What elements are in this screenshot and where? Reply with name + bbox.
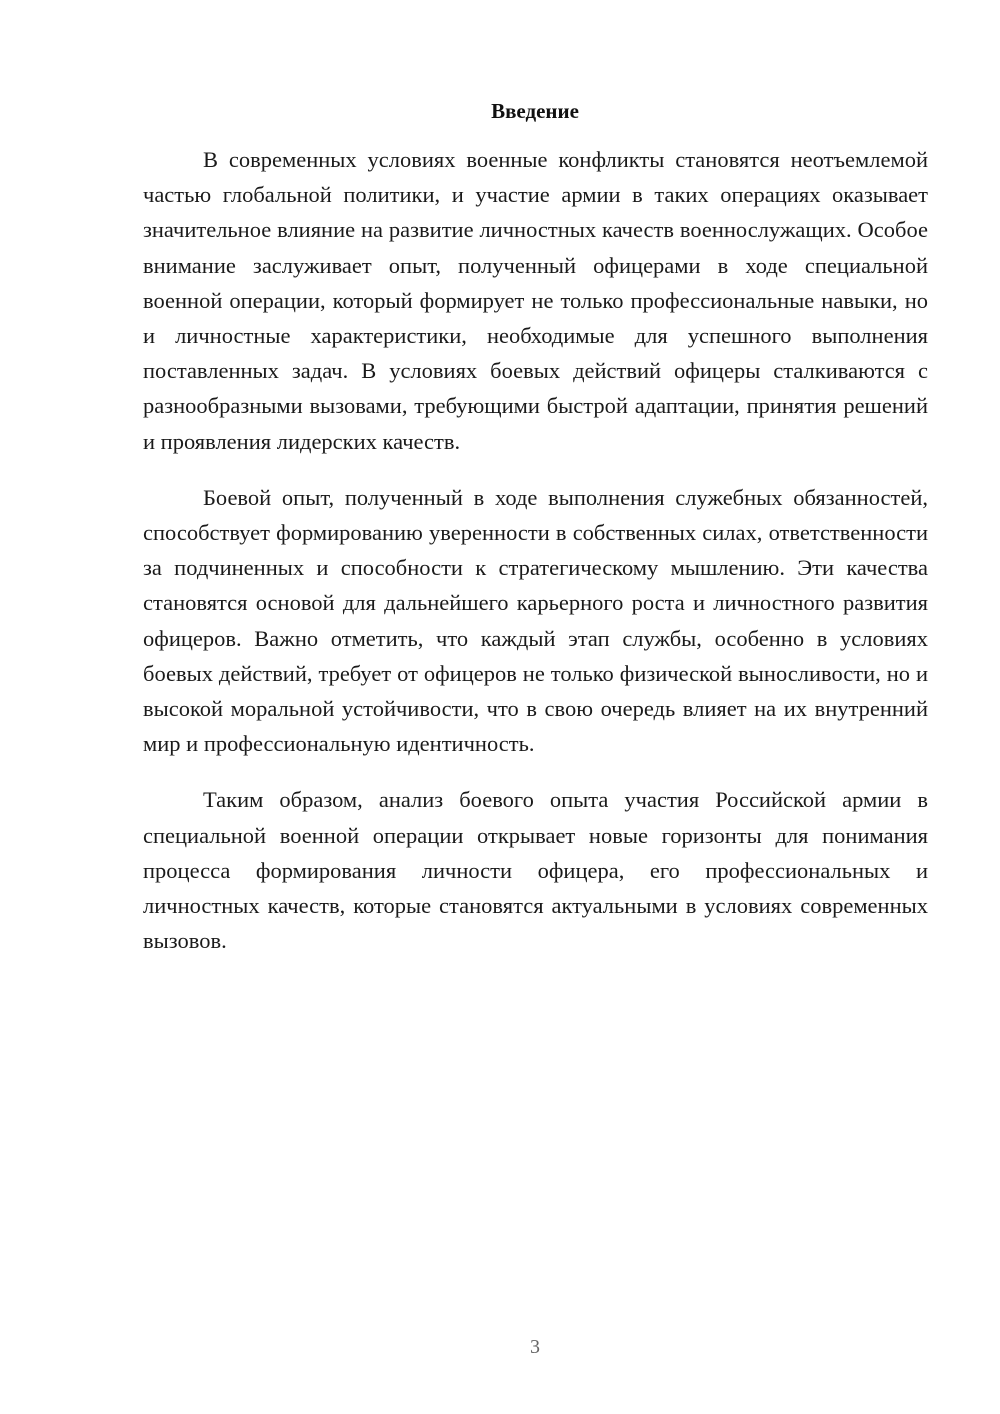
paragraph-3: Таким образом, анализ боевого опыта участия Российской армии в специальной военной операции открывает новые горизонты для понимания процесса формирования личности офицера, его профессиональных и личностных качеств, которые становятся актуальными в условиях современных вызовов. (143, 787, 928, 954)
page-number: 3 (530, 1336, 540, 1358)
paragraph-1: В современных условиях военные конфликты становятся неотъемлемой частью глобальной политики, и участие армии в таких операциях оказывает значительное влияние на развитие личностных качеств военнослужащих. Особое внимание заслуживает опыт, полученный офицерами в ходе специальной военной операции, который формирует не только профессиональные навыки, но и личностные характеристики, необходимые для успешного выполнения поставленных задач. В условиях боевых действий офицеры сталкиваются с разнообразными вызовами, требующими быстрой адаптации, принятия решений и проявления лидерских качеств. (143, 147, 928, 454)
body-text (143, 142, 928, 958)
paragraph-2: Боевой опыт, полученный в ходе выполнения служебных обязанностей, способствует формированию уверенности в собственных силах, ответственности за подчиненных и способности к стратегическому мышлению. Эти качества становятся основой для дальнейшего карьерного роста и личностного развития офицеров. Важно отметить, что каждый этап службы, особенно в условиях боевых действий, требует от офицеров не только физической выносливости, но и высокой моральной устойчивости, что в свою очередь влияет на их внутренний мир и профессиональную идентичность. (143, 484, 928, 757)
section-heading: Введение (491, 99, 579, 123)
